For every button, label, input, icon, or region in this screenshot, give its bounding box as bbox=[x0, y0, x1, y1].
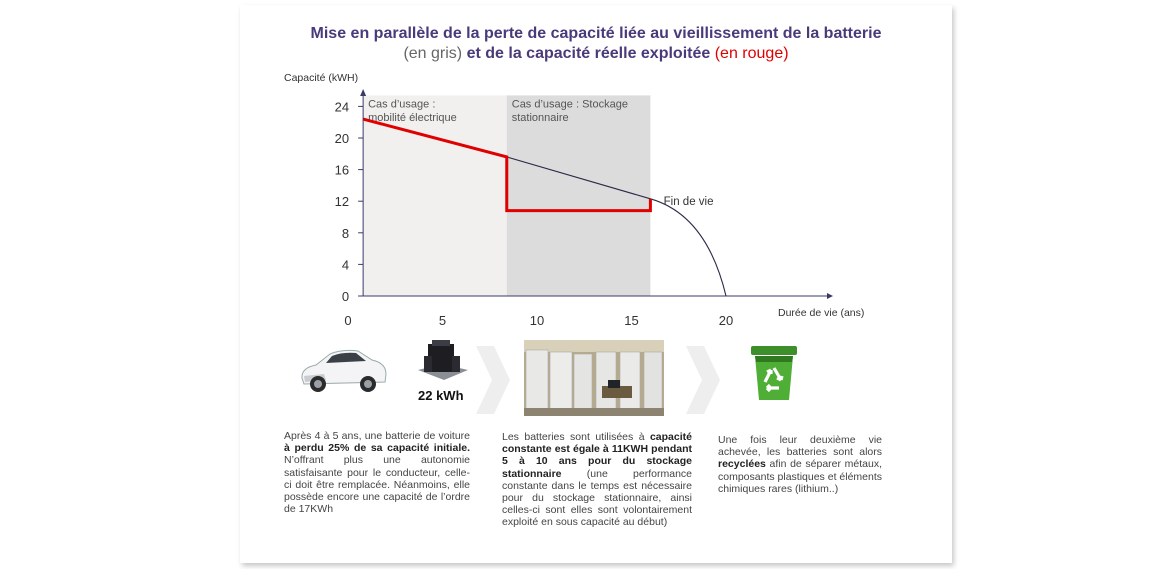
x-tick-label: 10 bbox=[529, 313, 545, 328]
desc3-text1: Une fois leur deuxième vie achevée, les batteries sont alors bbox=[718, 434, 882, 459]
end-of-life-label: Fin de vie bbox=[663, 196, 714, 209]
y-tick-label: 20 bbox=[334, 131, 350, 146]
description-storage bbox=[502, 431, 692, 529]
chevron-right-icon bbox=[682, 346, 722, 414]
desc2-text2: (une performance constante dans le temps est nécessaire pour du stockage stationnaire, ainsi celles-ci sont elles sont volontairement exploité en sous capacité au début) bbox=[502, 467, 692, 529]
y-tick-label: 4 bbox=[341, 257, 350, 273]
title-bold: et de la capacité réelle exploitée bbox=[462, 45, 715, 62]
x-axis-label: Durée de vie (ans) bbox=[778, 307, 865, 319]
desc2-bold: capacité constante est égale à 11KWH pendant 5 à 10 ans pour du stockage stationnaire bbox=[502, 431, 692, 480]
battery-storage-cabinets-image bbox=[524, 340, 664, 416]
region-label: stationnaire bbox=[511, 111, 569, 124]
desc1-text2: N’offrant plus une autonomie satisfaisante pour le conducteur, celle-ci doit être remplacée. Néanmoins, elle possède encore une capacité de l’ordre de 17KWh bbox=[284, 454, 470, 516]
y-tick-label: 0 bbox=[341, 289, 350, 304]
x-tick-label: 0 bbox=[344, 313, 352, 328]
y-tick-label: 24 bbox=[334, 99, 350, 115]
region-label: mobilité électrique bbox=[368, 111, 457, 124]
x-tick-label: 5 bbox=[438, 313, 447, 328]
chevron-right-icon bbox=[472, 346, 512, 414]
battery-pack-image bbox=[414, 336, 472, 386]
x-axis-arrow bbox=[827, 293, 833, 299]
title-gray: (en gris) bbox=[403, 45, 463, 62]
battery-capacity-label: 22 kWh bbox=[418, 388, 464, 403]
title-red: (en rouge) bbox=[714, 45, 789, 62]
description-recycling bbox=[718, 434, 882, 495]
desc1-text1: Après 4 à 5 ans, une batterie de voiture bbox=[284, 430, 470, 442]
x-tick-label: 15 bbox=[624, 313, 639, 328]
description-mobility bbox=[284, 430, 470, 515]
desc1-bold: à perdu 25% de sa capacité initiale. bbox=[284, 442, 470, 455]
title-line1: Mise en parallèle de la perte de capacité liée au vieillissement de la batterie bbox=[310, 25, 882, 42]
region-label: Cas d’usage : bbox=[368, 98, 436, 111]
region-label: Cas d’usage : Stockage bbox=[511, 98, 628, 111]
desc3-bold: recyclées bbox=[718, 458, 766, 471]
y-tick-label: 8 bbox=[341, 225, 350, 241]
y-axis-label: Capacité (kWH) bbox=[284, 72, 359, 84]
y-tick-label: 16 bbox=[334, 162, 350, 178]
y-axis-arrow bbox=[360, 89, 366, 96]
x-tick-label: 20 bbox=[718, 313, 734, 328]
recycling-bin-icon bbox=[748, 342, 800, 402]
desc3-text2: afin de séparer métaux, composants plastiques et éléments chimiques rares (lithium..) bbox=[718, 458, 883, 495]
desc2-text1: Les batteries sont utilisées à bbox=[502, 431, 650, 443]
y-tick-label: 12 bbox=[334, 194, 350, 210]
car-image bbox=[296, 346, 390, 396]
usage-region-2 bbox=[507, 95, 651, 296]
